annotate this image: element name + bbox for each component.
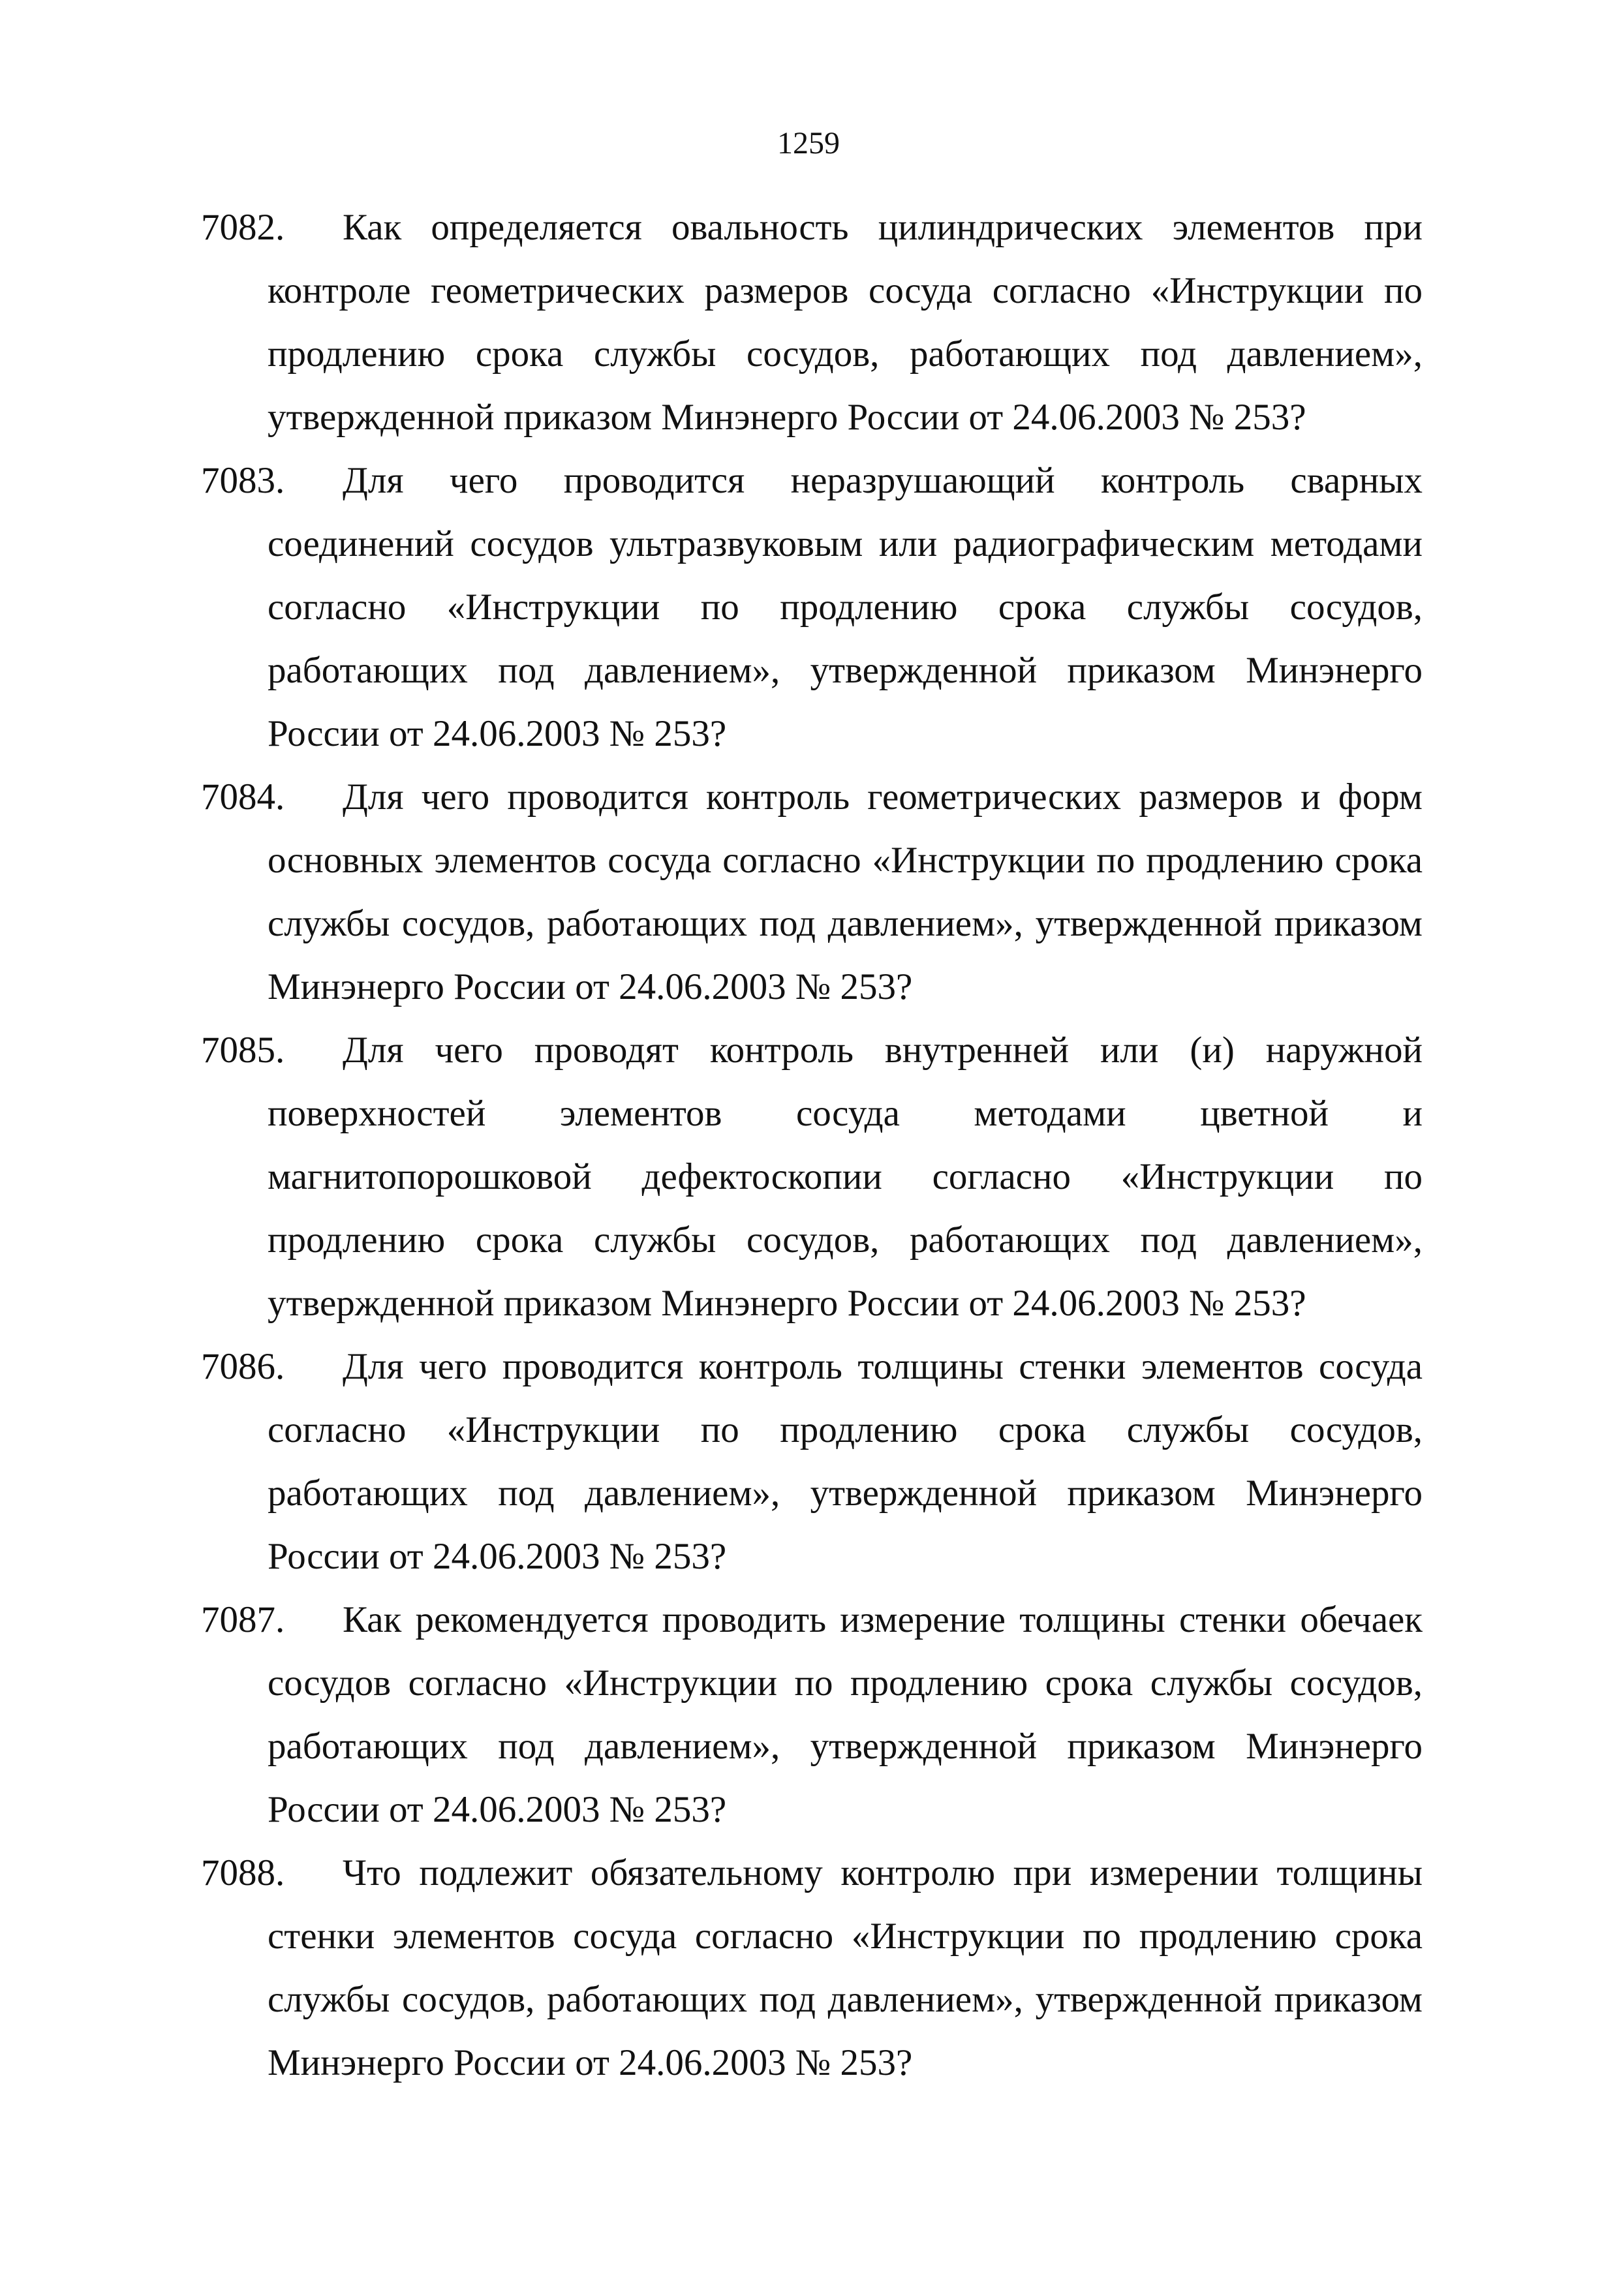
question-item xyxy=(201,1018,1423,1335)
question-number: 7086. xyxy=(201,1346,285,1387)
question-item xyxy=(201,196,1423,449)
question-number: 7083. xyxy=(201,460,285,501)
question-number: 7085. xyxy=(201,1030,285,1071)
question-text: Для чего проводится неразрушающий контроль сварных соединений сосудов ультразвуковым или радиографическим методами согласно «Инструкции по продлению срока службы сосудов, работающих под давлением», утвержденной приказом Минэнерго России от 24.06.2003 № 253? xyxy=(268,460,1423,754)
question-item xyxy=(201,1841,1423,2094)
question-text: Что подлежит обязательному контролю при измерении толщины стенки элементов сосуда согласно «Инструкции по продлению срока службы сосудов, работающих под давлением», утвержденной приказом Минэнерго России от 24.06.2003 № 253? xyxy=(268,1852,1423,2083)
question-item xyxy=(201,765,1423,1018)
question-number: 7087. xyxy=(201,1599,285,1640)
question-number: 7084. xyxy=(201,776,285,818)
question-list xyxy=(201,196,1423,2094)
page-number: 1259 xyxy=(777,126,840,161)
question-text: Для чего проводится контроль геометрических размеров и форм основных элементов сосуда согласно «Инструкции по продлению срока службы сосудов, работающих под давлением», утвержденной приказом Минэнерго России от 24.06.2003 № 253? xyxy=(268,776,1423,1007)
question-text: Для чего проводят контроль внутренней или (и) наружной поверхностей элементов сосуда методами цветной и магнитопорошковой дефектоскопии согласно «Инструкции по продлению срока службы сосудов, работающих под давлением», утвержденной приказом Минэнерго России от 24.06.2003 № 253? xyxy=(268,1030,1423,1324)
question-text: Как рекомендуется проводить измерение толщины стенки обечаек сосудов согласно «Инструкции по продлению срока службы сосудов, работающих под давлением», утвержденной приказом Минэнерго России от 24.06.2003 № 253? xyxy=(268,1599,1423,1830)
question-item xyxy=(201,1588,1423,1841)
question-number: 7088. xyxy=(201,1852,285,1893)
question-item xyxy=(201,449,1423,765)
question-number: 7082. xyxy=(201,207,285,248)
question-item xyxy=(201,1335,1423,1588)
question-text: Как определяется овальность цилиндрических элементов при контроле геометрических размеров сосуда согласно «Инструкции по продлению срока службы сосудов, работающих под давлением», утвержденной приказом Минэнерго России от 24.06.2003 № 253? xyxy=(268,207,1423,438)
question-text: Для чего проводится контроль толщины стенки элементов сосуда согласно «Инструкции по продлению срока службы сосудов, работающих под давлением», утвержденной приказом Минэнерго России от 24.06.2003 № 253? xyxy=(268,1346,1423,1577)
